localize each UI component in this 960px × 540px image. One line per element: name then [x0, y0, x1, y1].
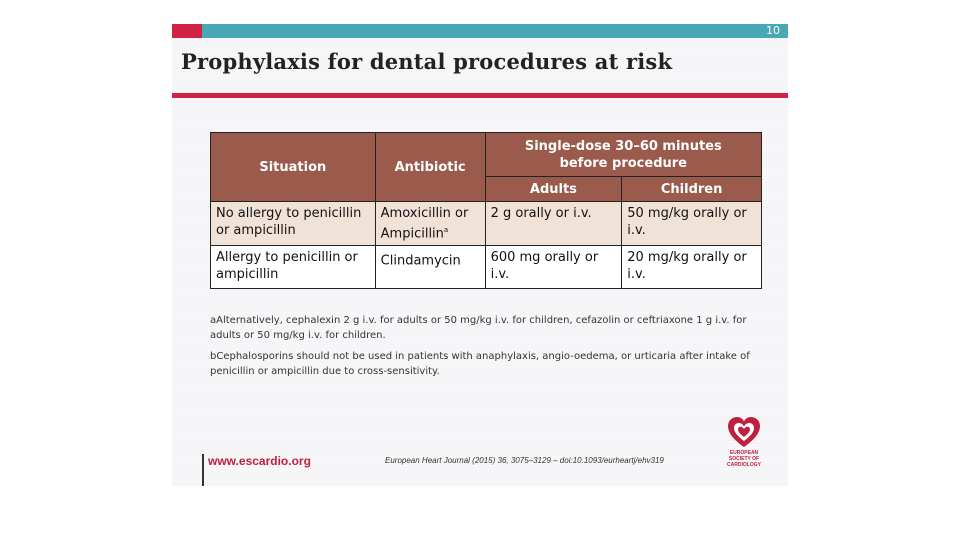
slide-number: 10: [766, 24, 780, 37]
cell-adults: 2 g orally or i.v.: [485, 202, 622, 246]
top-bar-accent: [172, 24, 202, 38]
header-adults: Adults: [485, 177, 622, 202]
cell-adults: 600 mg orally or i.v.: [485, 246, 622, 289]
esc-logo: [720, 416, 768, 472]
header-situation: Situation: [211, 133, 376, 202]
title-underline: [172, 93, 788, 98]
footnote-b: bCephalosporins should not be used in patients with anaphylaxis, angio-oedema, or urticaria after intake of penicillin or ampicillin due to cross-sensitivity.: [210, 351, 750, 377]
footnote-a: aAlternatively, cephalexin 2 g i.v. for adults or 50 mg/kg i.v. for children, cefazolin or ceftriaxone 1 g i.v. for adults or 50 mg/kg i.v. for children.: [210, 315, 747, 341]
top-bar: [172, 24, 788, 38]
footer-divider: [202, 454, 204, 486]
prophylaxis-table: [210, 132, 762, 289]
table-row: [211, 202, 762, 246]
slide: [172, 24, 788, 486]
cell-antibiotic: Clindamycin: [375, 246, 485, 289]
esc-heart-logo-icon: [727, 416, 761, 450]
footnotes: [210, 313, 760, 385]
cell-children: 20 mg/kg orally or i.v.: [622, 246, 762, 289]
header-dose-group: Single-dose 30–60 minutes before procedure: [485, 133, 761, 177]
cell-antibiotic: Amoxicillin or Ampicillin$^a$: [375, 202, 485, 246]
esc-logo-text: EUROPEAN SOCIETY OF CARDIOLOGY: [727, 450, 761, 468]
footer-citation: European Heart Journal (2015) 36, 3075–3129 – doi:10.1093/eurheartj/ehv319: [385, 456, 664, 465]
footnote-marker: a: [443, 226, 449, 234]
footer-url-link[interactable]: www.escardio.org: [208, 454, 311, 468]
table-row: [211, 246, 762, 289]
slide-title: Prophylaxis for dental procedures at risk: [181, 49, 673, 74]
header-children: Children: [622, 177, 762, 202]
header-antibiotic: Antibiotic: [375, 133, 485, 202]
cell-situation: No allergy to penicillin or ampicillin: [211, 202, 376, 246]
cell-children: 50 mg/kg orally or i.v.: [622, 202, 762, 246]
cell-situation: Allergy to penicillin or ampicillin: [211, 246, 376, 289]
